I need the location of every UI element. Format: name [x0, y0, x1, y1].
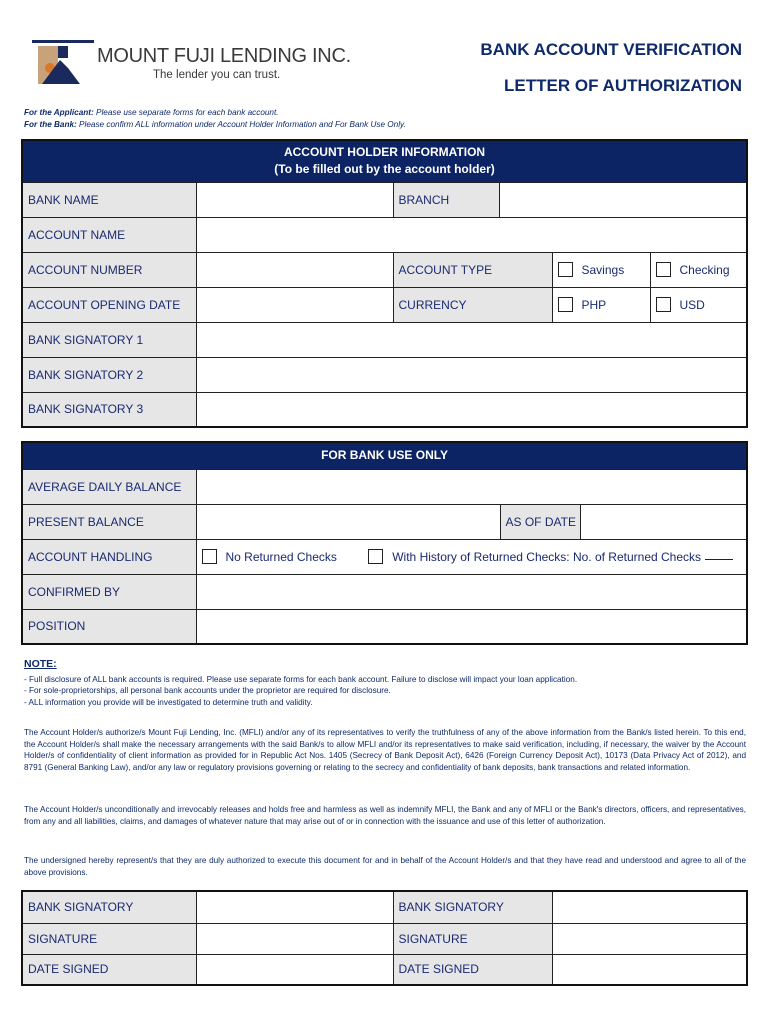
company-name: MOUNT FUJI LENDING INC. — [97, 45, 351, 67]
usd-label: USD — [679, 297, 705, 312]
date-signed-field-left[interactable] — [196, 954, 393, 985]
company-tagline: The lender you can trust. — [153, 69, 281, 81]
as-of-date-label: AS OF DATE — [500, 504, 580, 539]
bank-signatory-label-left: BANK SIGNATORY — [22, 891, 196, 923]
account-number-field[interactable] — [196, 252, 393, 287]
usd-checkbox[interactable] — [656, 297, 671, 312]
signature-label-left: SIGNATURE — [22, 923, 196, 954]
checking-label: Checking — [679, 262, 730, 277]
with-history-checkbox[interactable] — [368, 549, 383, 564]
present-balance-field[interactable] — [196, 504, 500, 539]
branch-label: BRANCH — [393, 182, 499, 217]
account-number-label: ACCOUNT NUMBER — [22, 252, 196, 287]
returned-checks-count-field[interactable] — [705, 549, 733, 560]
no-returned-label: No Returned Checks — [225, 549, 337, 564]
account-holder-table — [21, 139, 748, 428]
signature-field-left[interactable] — [196, 923, 393, 954]
signature-field-right[interactable] — [552, 923, 747, 954]
note-section — [24, 659, 746, 708]
opening-date-field[interactable] — [196, 287, 393, 322]
account-holder-header-subtitle: (To be filled out by the account holder) — [274, 162, 495, 177]
bank-name-label: BANK NAME — [22, 182, 196, 217]
savings-option[interactable] — [552, 252, 650, 287]
position-label: POSITION — [22, 609, 196, 644]
php-label: PHP — [581, 297, 607, 312]
date-signed-label-left: DATE SIGNED — [22, 954, 196, 985]
signatory1-field[interactable] — [196, 322, 747, 357]
savings-label: Savings — [581, 262, 625, 277]
signatory1-label: BANK SIGNATORY 1 — [22, 322, 196, 357]
no-returned-checkbox[interactable] — [202, 549, 217, 564]
applicant-text: Please use separate forms for each bank account. — [93, 108, 279, 117]
account-name-field[interactable] — [196, 217, 747, 252]
checking-checkbox[interactable] — [656, 262, 671, 277]
account-holder-header — [22, 140, 747, 182]
signatory2-field[interactable] — [196, 357, 747, 392]
document-title-line1: BANK ACCOUNT VERIFICATION — [480, 40, 742, 59]
as-of-date-field[interactable] — [580, 504, 747, 539]
signature-label-right: SIGNATURE — [393, 923, 552, 954]
signatory3-field[interactable] — [196, 392, 747, 427]
bank-name-field[interactable] — [196, 182, 393, 217]
bank-signatory-field-left[interactable] — [196, 891, 393, 923]
bank-label: For the Bank: — [24, 120, 77, 129]
bank-use-header: FOR BANK USE ONLY — [22, 442, 747, 469]
opening-date-label: ACCOUNT OPENING DATE — [22, 287, 196, 322]
bank-signatory-label-right: BANK SIGNATORY — [393, 891, 552, 923]
note-bullet: - Full disclosure of ALL bank accounts is required. Please use separate forms for each bank account. Failure to disclose will impact your loan application. — [24, 674, 578, 684]
php-checkbox[interactable] — [558, 297, 573, 312]
confirmed-by-label: CONFIRMED BY — [22, 574, 196, 609]
document-title — [480, 32, 742, 104]
savings-checkbox[interactable] — [558, 262, 573, 277]
account-handling-label: ACCOUNT HANDLING — [22, 539, 196, 574]
with-history-label: With History of Returned Checks: No. of Returned Checks — [392, 549, 702, 564]
note-bullets — [24, 674, 746, 709]
signatory2-label: BANK SIGNATORY 2 — [22, 357, 196, 392]
applicant-label: For the Applicant: — [24, 108, 94, 117]
bank-signatory-field-right[interactable] — [552, 891, 747, 923]
average-daily-balance-field[interactable] — [196, 469, 747, 504]
php-option[interactable] — [552, 287, 650, 322]
note-paragraph-1: The Account Holder/s authorize/s Mount Fuji Lending, Inc. (MFLI) and/or any of its representatives to verify the truthfulness of any of the above information from the Bank/s listed herein. To this end, the Account Holder/s shall make the necessary arrangements with the said Bank/s to allow MFLI and/or its representatives to make said verification, including, if necessary, the waiver by the Account Holder/s of confidentiality of client information as provided for in Republic Act Nos. 1405 (Secrecy of Bank Deposit Act), 6426 (Foreign Currency Deposit Act), 10173 (Data Privacy Act of 2012), and 8791 (General Banking Law), and/or any law or regulatory provisions governing or relating to the secrecy and confidentiality of bank deposits, bank transactions and related information. — [24, 728, 746, 772]
present-balance-label: PRESENT BALANCE — [22, 504, 196, 539]
note-bullet: - ALL information you provide will be investigated to determine truth and validity. — [24, 697, 313, 707]
account-holder-header-title: ACCOUNT HOLDER INFORMATION — [283, 145, 486, 160]
branch-field[interactable] — [499, 182, 747, 217]
document-title-line2: LETTER OF AUTHORIZATION — [504, 76, 742, 95]
date-signed-field-right[interactable] — [552, 954, 747, 985]
checking-option[interactable] — [650, 252, 747, 287]
instructions — [24, 107, 406, 131]
average-daily-balance-label: AVERAGE DAILY BALANCE — [22, 469, 196, 504]
signature-table — [21, 890, 748, 986]
currency-label: CURRENCY — [393, 287, 552, 322]
note-bullet: - For sole-proprietorships, all personal bank accounts under the proprietor are required for disclosure. — [24, 686, 391, 696]
position-field[interactable] — [196, 609, 747, 644]
note-title: NOTE: — [24, 658, 57, 670]
bank-text: Please confirm ALL information under Account Holder Information and For Bank Use Only. — [76, 120, 406, 129]
company-logo-icon — [32, 38, 94, 86]
confirmed-by-field[interactable] — [196, 574, 747, 609]
usd-option[interactable] — [650, 287, 747, 322]
note-paragraph-2: The Account Holder/s unconditionally and irrevocably releases and holds free and harmless as well as indemnify MFLI, the Bank and any of MFLI or the Bank's directors, officers, and representatives, from any and all liabilities, claims, and damages of whatever nature that may arise out of or in connection with the issuance and use of this letter of authorization. — [24, 805, 746, 826]
note-paragraph-3: The undersigned hereby represent/s that they are duly authorized to execute this document for and in behalf of the Account Holder/s and that they have read and understood and agree to all of the above provisions. — [24, 856, 746, 877]
date-signed-label-right: DATE SIGNED — [393, 954, 552, 985]
account-name-label: ACCOUNT NAME — [22, 217, 196, 252]
account-handling-options — [196, 539, 747, 574]
account-type-label: ACCOUNT TYPE — [393, 252, 552, 287]
signatory3-label: BANK SIGNATORY 3 — [22, 392, 196, 427]
bank-use-table — [21, 441, 748, 645]
